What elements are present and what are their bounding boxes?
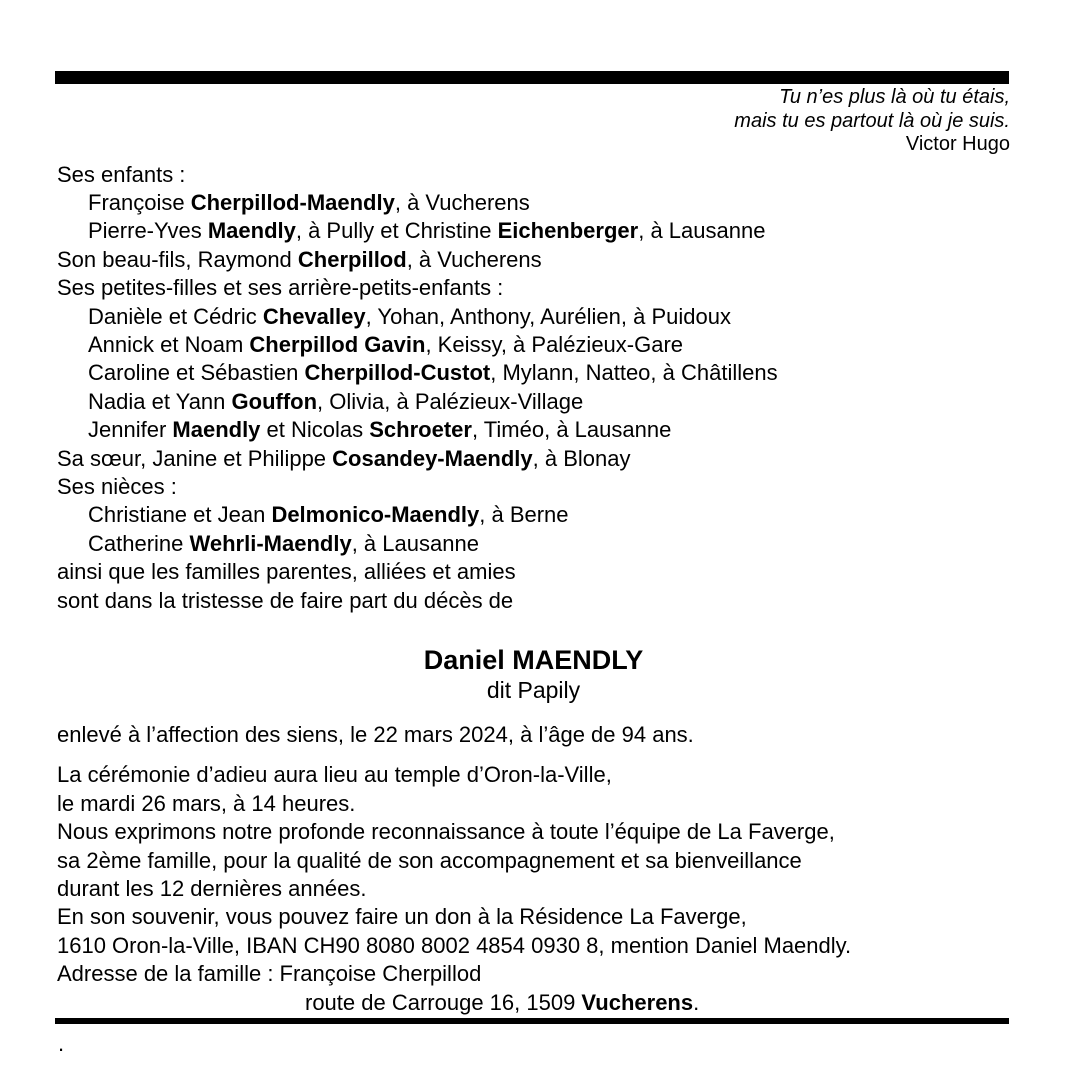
death-statement: enlevé à l’affection des siens, le 22 mars 2024, à l’âge de 94 ans. (57, 722, 694, 747)
text-line: ainsi que les familles parentes, alliées et amies (57, 559, 516, 585)
text-line: Christiane et Jean Delmonico-Maendly, à Berne (88, 502, 569, 528)
text-line: Annick et Noam Cherpillod Gavin, Keissy, à Palézieux-Gare (88, 331, 684, 357)
document-content (57, 86, 1010, 1017)
text-line: Catherine Wehrli-Maendly, à Lausanne (88, 530, 479, 556)
text-line: sont dans la tristesse de faire part du décès de (57, 587, 514, 613)
text-line: 1610 Oron-la-Ville, IBAN CH90 8080 8002 4854 0930 8, mention Daniel Maendly. (57, 932, 852, 958)
text-line: Son beau-fils, Raymond Cherpillod, à Vucherens (57, 246, 542, 272)
text-line: route de Carrouge 16, 1509 Vucherens. (305, 989, 700, 1015)
text-line: Ses petites-filles et ses arrière-petits-enfants : (57, 275, 504, 301)
text-line: Sa sœur, Janine et Philippe Cosandey-Maendly, à Blonay (57, 445, 631, 471)
text-line: Adresse de la famille : Françoise Cherpillod (57, 961, 482, 987)
ceremony-details (57, 761, 1010, 1017)
text-line: Caroline et Sébastien Cherpillod-Custot, Mylann, Natteo, à Châtillens (88, 360, 778, 386)
text-line: Nadia et Yann Gouffon, Olivia, à Palézieux-Village (88, 388, 584, 414)
text-line: Françoise Cherpillod-Maendly, à Vucherens (88, 189, 530, 215)
text-line: le mardi 26 mars, à 14 heures. (57, 790, 356, 816)
text-line: Danièle et Cédric Chevalley, Yohan, Anthony, Aurélien, à Puidoux (88, 303, 731, 329)
epigraph-line: mais tu es partout là où je suis. (734, 109, 1010, 132)
text-line: En son souvenir, vous pouvez faire un don à la Résidence La Faverge, (57, 904, 747, 930)
text-line: durant les 12 dernières années. (57, 876, 367, 902)
text-line: Pierre-Yves Maendly, à Pully et Christine Eichenberger, à Lausanne (88, 218, 766, 244)
text-line: Ses enfants : (57, 161, 186, 187)
deceased-title-block (57, 645, 1010, 705)
deceased-nickname: dit Papily (486, 677, 581, 703)
top-rule (55, 71, 1009, 84)
bottom-rule (55, 1018, 1009, 1024)
text-line: sa 2ème famille, pour la qualité de son accompagnement et sa bienveillance (57, 847, 802, 873)
epigraph (57, 86, 1010, 157)
text-line: Jennifer Maendly et Nicolas Schroeter, Timéo, à Lausanne (88, 417, 672, 443)
deceased-name: Daniel MAENDLY (423, 645, 644, 675)
epigraph-attribution: Victor Hugo (905, 133, 1010, 155)
epigraph-line: Tu n’es plus là où tu étais, (779, 86, 1010, 108)
text-line: Ses nièces : (57, 473, 177, 499)
family-announcement (57, 161, 1010, 616)
text-line: Nous exprimons notre profonde reconnaissance à toute l’équipe de La Faverge, (57, 819, 835, 845)
text-line: La cérémonie d’adieu aura lieu au temple d’Oron-la-Ville, (57, 762, 612, 788)
final-period: . (58, 1031, 65, 1056)
